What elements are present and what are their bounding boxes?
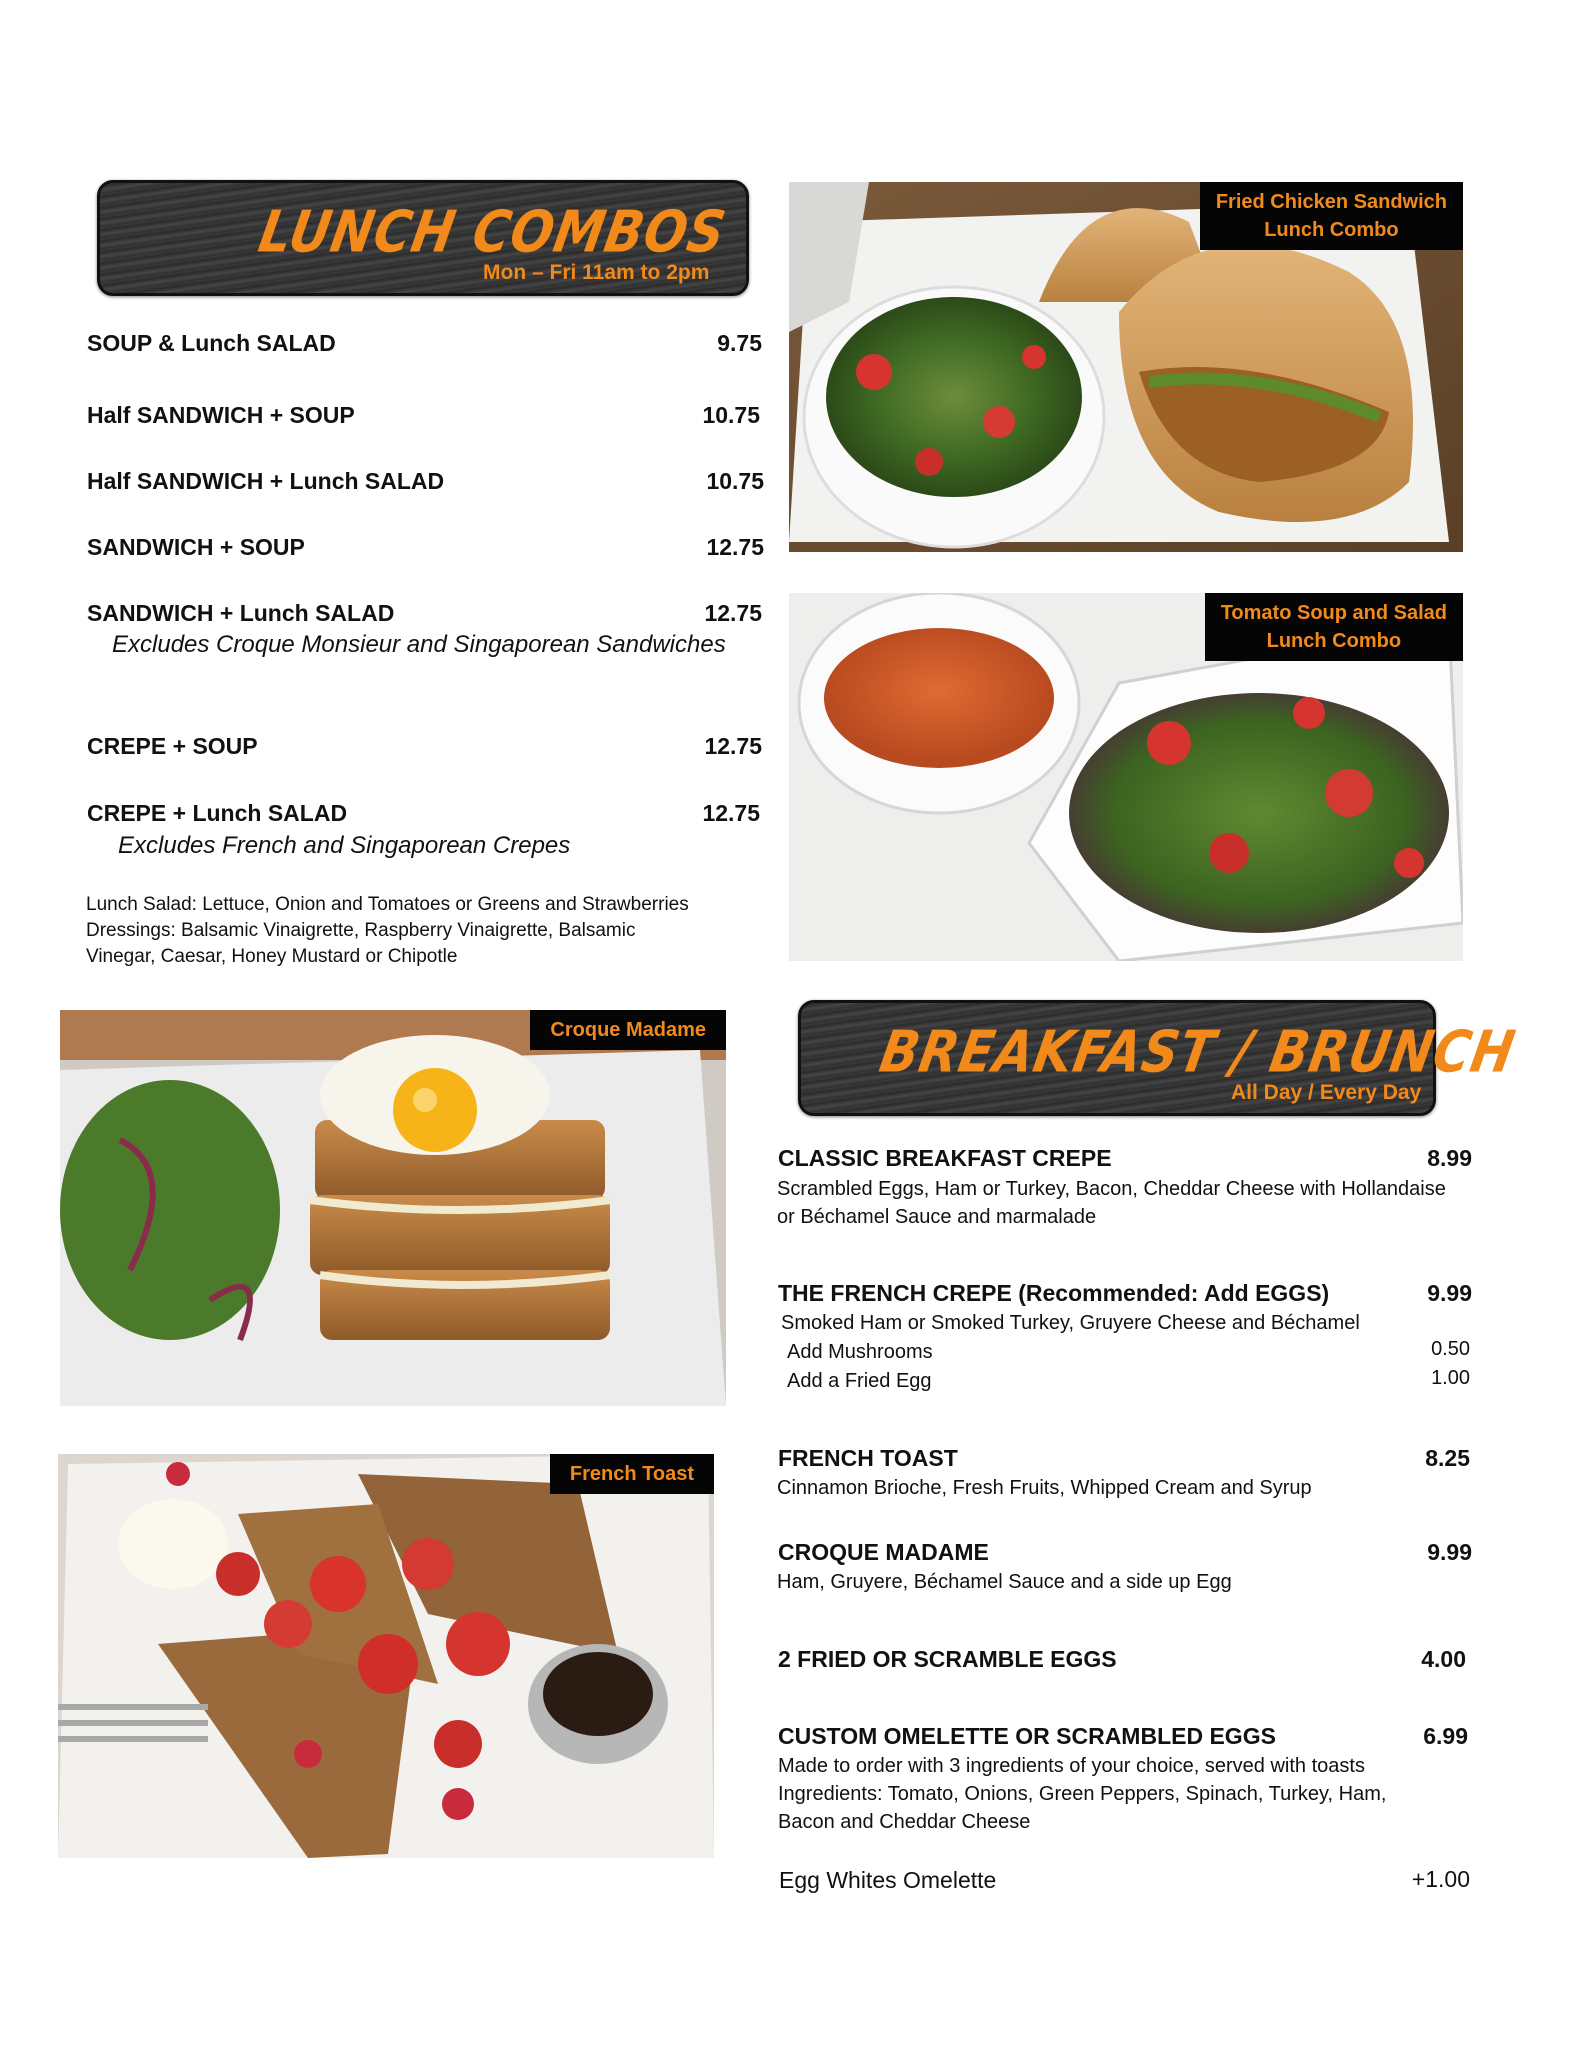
tomato-soup-salad-photo [789,593,1463,961]
breakfast-item-description: Smoked Ham or Smoked Turkey, Gruyere Cheese and Béchamel [781,1312,1360,1334]
breakfast-item-name: CROQUE MADAME [778,1539,989,1565]
breakfast-option-price: 0.50 [1431,1338,1470,1360]
lunch-item-name: CREPE + SOUP [87,733,258,759]
lunch-combos-title: LUNCH COMBOS [254,198,731,266]
breakfast-item-name: CUSTOM OMELETTE OR SCRAMBLED EGGS [778,1723,1276,1749]
breakfast-item-name: CLASSIC BREAKFAST CREPE [778,1145,1112,1171]
breakfast-item-name: 2 FRIED OR SCRAMBLE EGGS [778,1646,1117,1672]
croque-madame-image [60,1010,726,1406]
french-toast-image [58,1454,714,1858]
breakfast-item-description-line: Made to order with 3 ingredients of your choice, served with toasts [778,1755,1365,1777]
lunch-salad-info-line: Lunch Salad: Lettuce, Onion and Tomatoes or Greens and Strawberries [86,894,689,915]
breakfast-item-price: 4.00 [1421,1646,1466,1672]
breakfast-item-price: 9.99 [1427,1539,1472,1565]
breakfast-item-description [777,1175,1497,1231]
breakfast-item-price: 8.25 [1425,1445,1470,1471]
lunch-item-price: 12.75 [702,800,760,826]
lunch-item-name: Half SANDWICH + SOUP [87,402,355,428]
lunch-item-price: 9.75 [717,330,762,356]
lunch-combos-banner [97,180,749,296]
croque-madame-label: Croque Madame [530,1010,726,1050]
french-toast-photo [58,1454,714,1858]
breakfast-brunch-hours: All Day / Every Day [1231,1081,1422,1104]
lunch-salad-info-line: Vinegar, Caesar, Honey Mustard or Chipotle [86,946,458,967]
lunch-item-name: SANDWICH + Lunch SALAD [87,600,395,626]
egg-whites-label: Egg Whites Omelette [779,1867,997,1893]
french-toast-label: French Toast [550,1454,714,1494]
lunch-item-price: 10.75 [706,468,764,494]
breakfast-brunch-title: BREAKFAST / BRUNCH [875,1018,1521,1086]
breakfast-item-description [778,1752,1498,1836]
lunch-item-name: CREPE + Lunch SALAD [87,800,348,826]
breakfast-item-price: 6.99 [1423,1723,1468,1749]
breakfast-item-price: 8.99 [1427,1145,1472,1171]
lunch-item-name: SOUP & Lunch SALAD [87,330,336,356]
breakfast-item-price: 9.99 [1427,1280,1472,1306]
lunch-item-price: 12.75 [706,534,764,560]
lunch-item-price: 10.75 [702,402,760,428]
fried-chicken-sandwich-label [1200,182,1463,250]
breakfast-item-description-line: Scrambled Eggs, Ham or Turkey, Bacon, Cheddar Cheese with Hollandaise [777,1178,1446,1200]
breakfast-item-name: FRENCH TOAST [778,1445,958,1471]
breakfast-item-description: Cinnamon Brioche, Fresh Fruits, Whipped Cream and Syrup [777,1477,1312,1499]
lunch-salad-info [86,892,746,970]
lunch-item-note: Excludes French and Singaporean Crepes [118,832,571,859]
breakfast-item-description-line: Bacon and Cheddar Cheese [778,1811,1031,1833]
lunch-item-price: 12.75 [704,733,762,759]
lunch-item-name: Half SANDWICH + Lunch SALAD [87,468,445,494]
breakfast-item-description-line: or Béchamel Sauce and marmalade [777,1206,1097,1228]
tomato-soup-salad-label-line: Tomato Soup and Salad [1220,602,1447,624]
fried-chicken-sandwich-photo [789,182,1463,552]
breakfast-item-name: THE FRENCH CREPE (Recommended: Add EGGS) [778,1280,1330,1306]
egg-whites-price: +1.00 [1411,1866,1470,1892]
tomato-soup-salad-label [1205,593,1463,661]
breakfast-brunch-banner [798,1000,1521,1116]
breakfast-option-price: 1.00 [1431,1367,1470,1389]
lunch-item-name: SANDWICH + SOUP [87,534,305,560]
fried-chicken-sandwich-label-line: Fried Chicken Sandwich [1215,191,1447,213]
breakfast-option-label: Add Mushrooms [787,1341,933,1363]
lunch-item-price: 12.75 [704,600,762,626]
lunch-salad-info-line: Dressings: Balsamic Vinaigrette, Raspberry Vinaigrette, Balsamic [86,920,636,941]
tomato-soup-salad-label-line: Lunch Combo [1266,630,1402,652]
lunch-item-note: Excludes Croque Monsieur and Singaporean Sandwiches [112,631,726,658]
breakfast-item-description: Ham, Gruyere, Béchamel Sauce and a side up Egg [777,1571,1232,1593]
breakfast-option-label: Add a Fried Egg [787,1370,932,1392]
fried-chicken-sandwich-label-line: Lunch Combo [1264,219,1399,241]
lunch-combos-hours: Mon – Fri 11am to 2pm [483,261,710,284]
croque-madame-photo [60,1010,726,1406]
breakfast-item-description-line: Ingredients: Tomato, Onions, Green Peppers, Spinach, Turkey, Ham, [778,1783,1387,1805]
